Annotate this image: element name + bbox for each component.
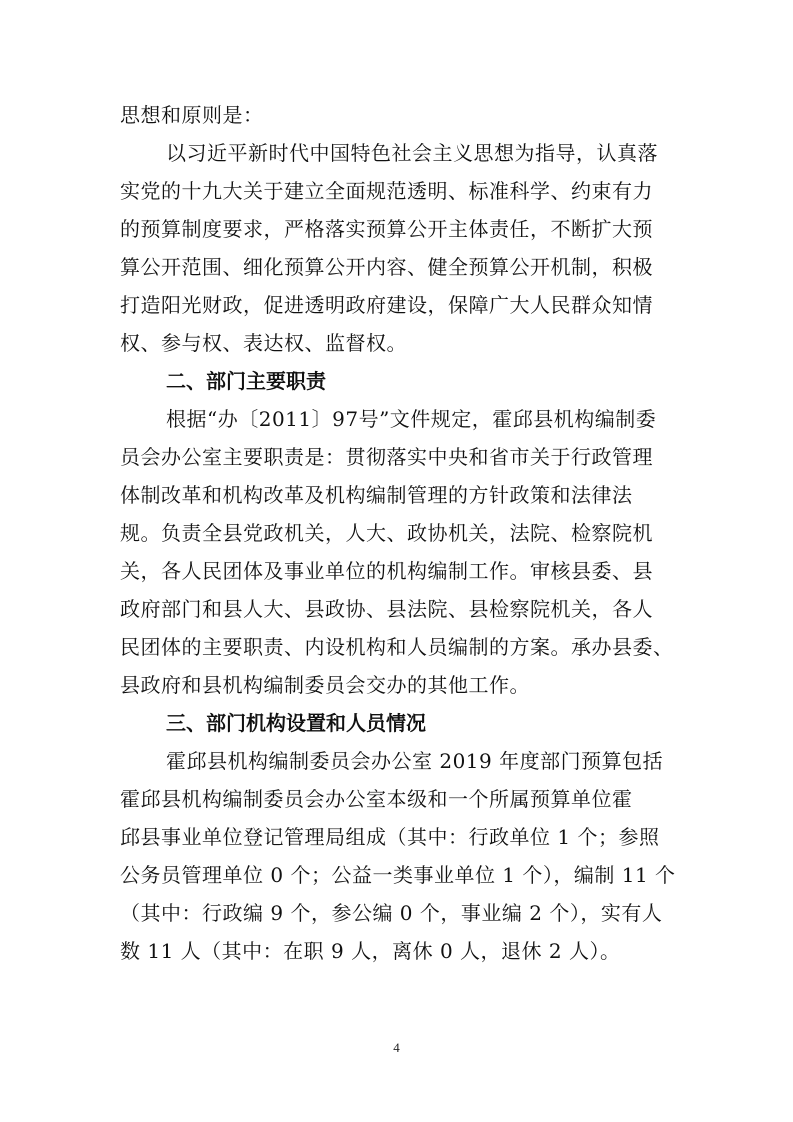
text-line: 体制改革和机构改革及机构编制管理的方针政策和法律法 — [120, 483, 633, 507]
text-line: 根据“办〔2011〕97号”文件规定，霍邱县机构编制委 — [166, 407, 657, 431]
text-line: 数 11 人（其中：在职 9 人，离休 0 人，退休 2 人）。 — [120, 939, 621, 963]
section-heading-organization: 三、部门机构设置和人员情况 — [166, 711, 426, 735]
text-line: 邱县事业单位登记管理局组成（其中：行政单位 1 个；参照 — [120, 825, 660, 849]
text-line: 规。负责全县党政机关，人大、政协机关，法院、检察院机 — [120, 521, 653, 545]
text-line: 实党的十九大关于建立全面规范透明、标准科学、约束有力 — [120, 179, 653, 203]
text-line: 的预算制度要求，严格落实预算公开主体责任，不断扩大预 — [120, 217, 653, 241]
text-line: 员会办公室主要职责是：贯彻落实中央和省市关于行政管理 — [120, 445, 653, 469]
text-line: 民团体的主要职责、内设机构和人员编制的方案。承办县委、 — [120, 635, 674, 659]
text-line: 打造阳光财政，促进透明政府建设，保障广大人民群众知情 — [120, 293, 653, 317]
section-heading-duties: 二、部门主要职责 — [166, 369, 326, 393]
text-line: 以习近平新时代中国特色社会主义思想为指导，认真落 — [166, 141, 658, 165]
text-line: （其中：行政编 9 个，参公编 0 个，事业编 2 个），实有人 — [120, 901, 663, 925]
text-line: 关，各人民团体及事业单位的机构编制工作。审核县委、县 — [120, 559, 653, 583]
text-line: 霍邱县机构编制委员会办公室 2019 年度部门预算包括 — [166, 749, 664, 773]
text-line: 政府部门和县人大、县政协、县法院、县检察院机关，各人 — [120, 597, 653, 621]
text-line: 思想和原则是： — [120, 103, 264, 127]
text-line: 权、参与权、表达权、监督权。 — [120, 331, 407, 355]
text-line: 公务员管理单位 0 个；公益一类事业单位 1 个），编制 11 个 — [120, 863, 676, 887]
text-line: 算公开范围、细化预算公开内容、健全预算公开机制，积极 — [120, 255, 653, 279]
document-body — [120, 96, 680, 970]
text-line: 县政府和县机构编制委员会交办的其他工作。 — [120, 673, 530, 697]
text-line: 霍邱县机构编制委员会办公室本级和一个所属预算单位霍 — [120, 787, 633, 811]
page-number: 4 — [393, 1040, 400, 1055]
